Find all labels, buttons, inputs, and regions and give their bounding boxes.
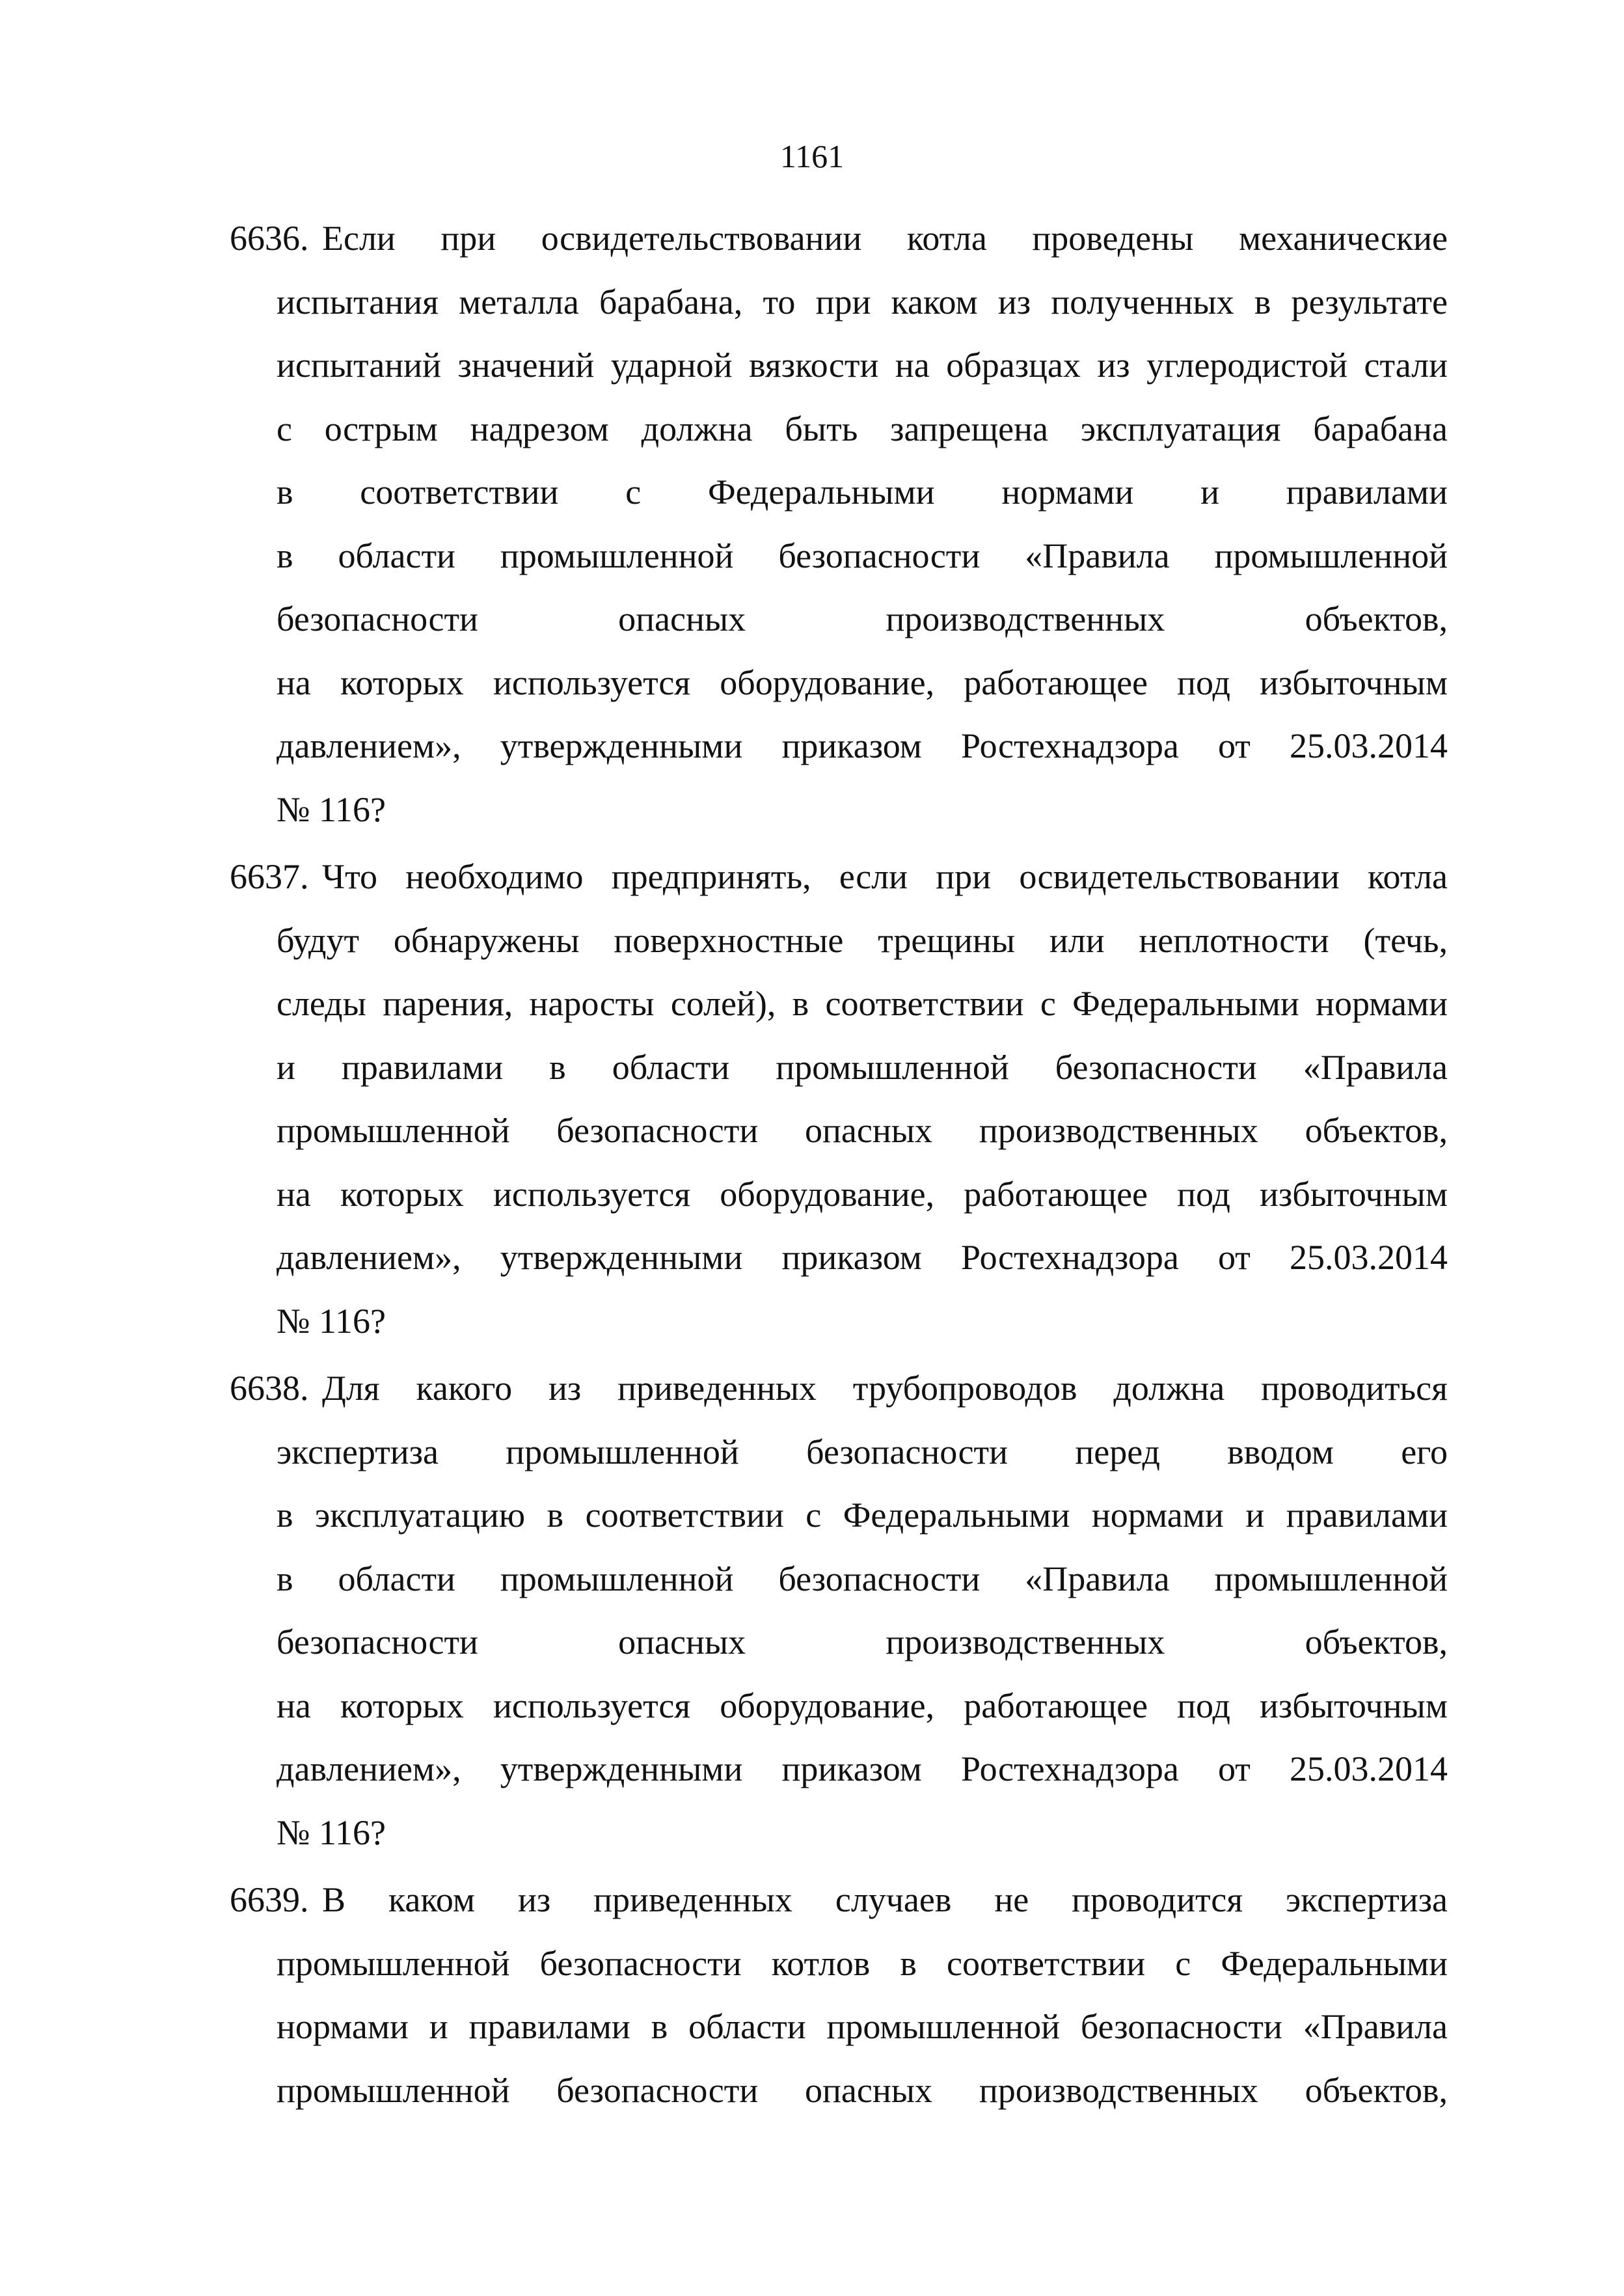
question-line: в области промышленной безопасности «Правила промышленной: [277, 1559, 1448, 1598]
question-line: Что необходимо предпринять, если при освидетельствовании котла: [322, 857, 1448, 896]
question-line: безопасности опасных производственных объектов,: [277, 599, 1448, 638]
question-6637: [0, 845, 1624, 1353]
question-text: [277, 845, 1448, 1353]
question-line: на которых используется оборудование, работающее под избыточным: [277, 1174, 1448, 1214]
question-6639: [0, 1868, 1624, 2122]
question-number: 6637.: [230, 857, 309, 896]
question-line: промышленной безопасности опасных производственных объектов,: [277, 2070, 1448, 2110]
question-line: Если при освидетельствовании котла проведены механические: [322, 219, 1448, 258]
question-line: № 116?: [277, 789, 386, 829]
question-number: 6639.: [230, 1880, 309, 1919]
question-number: 6636.: [230, 219, 309, 258]
question-line: нормами и правилами в области промышленной безопасности «Правила: [277, 2007, 1448, 2046]
question-6638: [0, 1357, 1624, 1865]
question-line: давлением», утвержденными приказом Ростехнадзора от 25.03.2014: [277, 1749, 1448, 1788]
question-line: № 116?: [277, 1301, 386, 1341]
question-line: на которых используется оборудование, работающее под избыточным: [277, 663, 1448, 702]
question-line: будут обнаружены поверхностные трещины или неплотности (течь,: [277, 920, 1448, 960]
question-line: на которых используется оборудование, работающее под избыточным: [277, 1686, 1448, 1725]
question-line: и правилами в области промышленной безопасности «Правила: [277, 1047, 1448, 1087]
question-line: В каком из приведенных случаев не проводится экспертиза: [322, 1880, 1448, 1919]
question-line: промышленной безопасности котлов в соответствии с Федеральными: [277, 1943, 1448, 1983]
question-6636: [0, 207, 1624, 841]
question-line: промышленной безопасности опасных производственных объектов,: [277, 1111, 1448, 1150]
question-line: № 116?: [277, 1812, 386, 1852]
question-text: [277, 1868, 1448, 2122]
question-number: 6638.: [230, 1369, 309, 1408]
page-number: 1161: [779, 138, 845, 174]
question-line: давлением», утвержденными приказом Ростехнадзора от 25.03.2014: [277, 726, 1448, 765]
question-line: Для какого из приведенных трубопроводов должна проводиться: [322, 1369, 1448, 1408]
question-line: экспертиза промышленной безопасности перед вводом его: [277, 1432, 1448, 1471]
question-line: испытаний значений ударной вязкости на образцах из углеродистой стали: [277, 346, 1448, 385]
question-line: с острым надрезом должна быть запрещена эксплуатация барабана: [277, 409, 1448, 448]
question-text: [277, 1357, 1448, 1865]
question-line: в эксплуатацию в соответствии с Федеральными нормами и правилами: [277, 1496, 1448, 1535]
question-line: безопасности опасных производственных объектов,: [277, 1622, 1448, 1661]
question-line: следы парения, наросты солей), в соответствии с Федеральными нормами: [277, 984, 1448, 1023]
question-line: испытания металла барабана, то при каком из полученных в результате: [277, 282, 1448, 321]
question-list: [0, 207, 1624, 2126]
question-line: в области промышленной безопасности «Правила промышленной: [277, 536, 1448, 575]
question-line: давлением», утвержденными приказом Ростехнадзора от 25.03.2014: [277, 1238, 1448, 1277]
question-text: [277, 207, 1448, 841]
question-line: в соответствии с Федеральными нормами и правилами: [277, 472, 1448, 512]
